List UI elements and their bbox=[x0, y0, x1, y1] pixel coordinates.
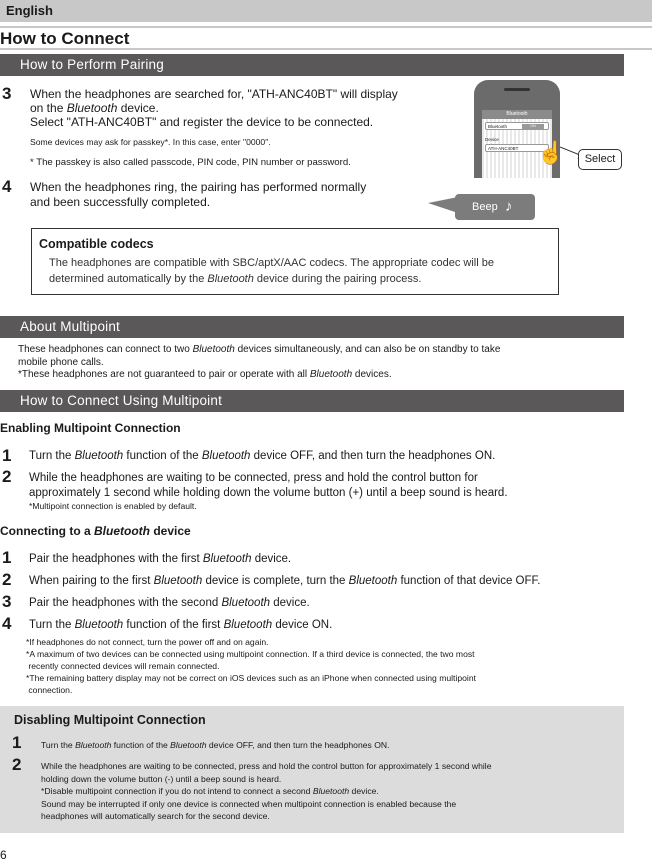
bluetooth-toggle-row: Bluetooth ON bbox=[485, 122, 549, 130]
step-text: Pair the headphones with the first Bluetooth device. bbox=[29, 553, 292, 565]
compatible-codecs-box bbox=[31, 228, 559, 295]
step-number: 4 bbox=[2, 177, 12, 196]
about-text: These headphones can connect to two Bluetooth devices simultaneously, and can also be on standby to take mobile phone calls. *These headphones are not guaranteed to pair or operate with all Bluetooth devices. bbox=[18, 344, 501, 380]
step-number: 2 bbox=[12, 755, 22, 774]
step-text: When the headphones are searched for, "ATH-ANC40BT" will display bbox=[30, 87, 398, 101]
step-note: *Multipoint connection is enabled by default. bbox=[29, 501, 197, 511]
step-text: When pairing to the first Bluetooth device is complete, turn the Bluetooth function of that device OFF. bbox=[29, 575, 541, 587]
step-number: 3 bbox=[2, 592, 12, 611]
step-text: Turn the Bluetooth function of the Bluetooth device OFF, and then turn the headphones ON. bbox=[29, 450, 496, 462]
codecs-title: Compatible codecs bbox=[39, 237, 154, 251]
enabling-title: Enabling Multipoint Connection bbox=[0, 421, 181, 435]
page-title: How to Connect bbox=[0, 29, 130, 48]
step-number: 4 bbox=[2, 614, 12, 633]
codecs-body: The headphones are compatible with SBC/aptX/AAC codecs. The appropriate codec will be determined automatically by the Bluetooth device during the pairing process. bbox=[49, 257, 494, 285]
section-header-using-multipoint: How to Connect Using Multipoint bbox=[0, 390, 624, 412]
step-text: Pair the headphones with the second Bluetooth device. bbox=[29, 597, 310, 609]
step-text: and been successfully completed. bbox=[30, 195, 211, 209]
disabling-title: Disabling Multipoint Connection bbox=[14, 713, 206, 727]
step-text: Turn the Bluetooth function of the first Bluetooth device ON. bbox=[29, 619, 333, 631]
step-text: While the headphones are waiting to be connected, press and hold the control button for bbox=[29, 472, 478, 484]
step-text: Select "ATH-ANC40BT" and register the device to be connected. bbox=[30, 115, 374, 129]
step-text: on the Bluetooth device. bbox=[30, 101, 159, 115]
beep-callout: Beep ♪ bbox=[455, 194, 535, 220]
section-header-about-multipoint: About Multipoint bbox=[0, 316, 624, 338]
device-label: Device bbox=[485, 137, 499, 142]
select-callout: Select bbox=[578, 149, 622, 170]
step-note: * The passkey is also called passcode, PIN code, PIN number or password. bbox=[30, 157, 351, 168]
bubble-tail-icon bbox=[560, 145, 580, 165]
screen-title: Bluetooth bbox=[482, 110, 552, 119]
step-text: approximately 1 second while holding down the volume button (+) until a beep sound is heard. bbox=[29, 487, 508, 499]
divider bbox=[0, 26, 652, 28]
connecting-title: Connecting to a Bluetooth device bbox=[0, 524, 191, 538]
disabling-multipoint-box bbox=[0, 706, 624, 833]
step-number: 3 bbox=[2, 84, 12, 103]
step-number: 1 bbox=[12, 733, 22, 752]
device-row: ATH-ANC40BT bbox=[485, 144, 549, 152]
step-text: Turn the Bluetooth function of the Bluetooth device OFF, and then turn the headphones ON. bbox=[41, 740, 390, 750]
step-number: 1 bbox=[2, 446, 12, 465]
pointing-hand-icon: ☝ bbox=[537, 140, 565, 165]
bubble-tail-icon bbox=[428, 197, 458, 219]
step-text: While the headphones are waiting to be connected, press and hold the control button for approximately 1 second while holding down the volume button (-) until a beep sound is heard. *Disable multipoint connection if you do not intend to connect a second Bluetooth device. Sound may be interrupted if only one device is connected when multipoint connection is enabled because the headphones will automatically search for the second device. bbox=[41, 761, 492, 821]
toggle-icon: ON bbox=[522, 124, 544, 129]
connecting-notes: *If headphones do not connect, turn the power off and on again. *A maximum of two devices can be connected using multipoint connection. If a third device is connected, the two most recently connected devices will remain connected. *The remaining battery display may not be correct on iOS devices such as an iPhone when connected using multipoint connection. bbox=[26, 637, 476, 695]
step-number: 2 bbox=[2, 467, 12, 486]
speaker-icon bbox=[504, 88, 530, 91]
page-number: 6 bbox=[0, 848, 7, 862]
step-number: 1 bbox=[2, 548, 12, 567]
step-note: Some devices may ask for passkey*. In this case, enter "0000". bbox=[30, 137, 271, 147]
divider bbox=[0, 48, 652, 50]
language-bar bbox=[0, 0, 652, 22]
step-text: When the headphones ring, the pairing has performed normally bbox=[30, 180, 367, 194]
language-label: English bbox=[6, 3, 53, 18]
music-note-icon: ♪ bbox=[505, 198, 513, 215]
step-number: 2 bbox=[2, 570, 12, 589]
section-header-pairing: How to Perform Pairing bbox=[0, 54, 624, 76]
